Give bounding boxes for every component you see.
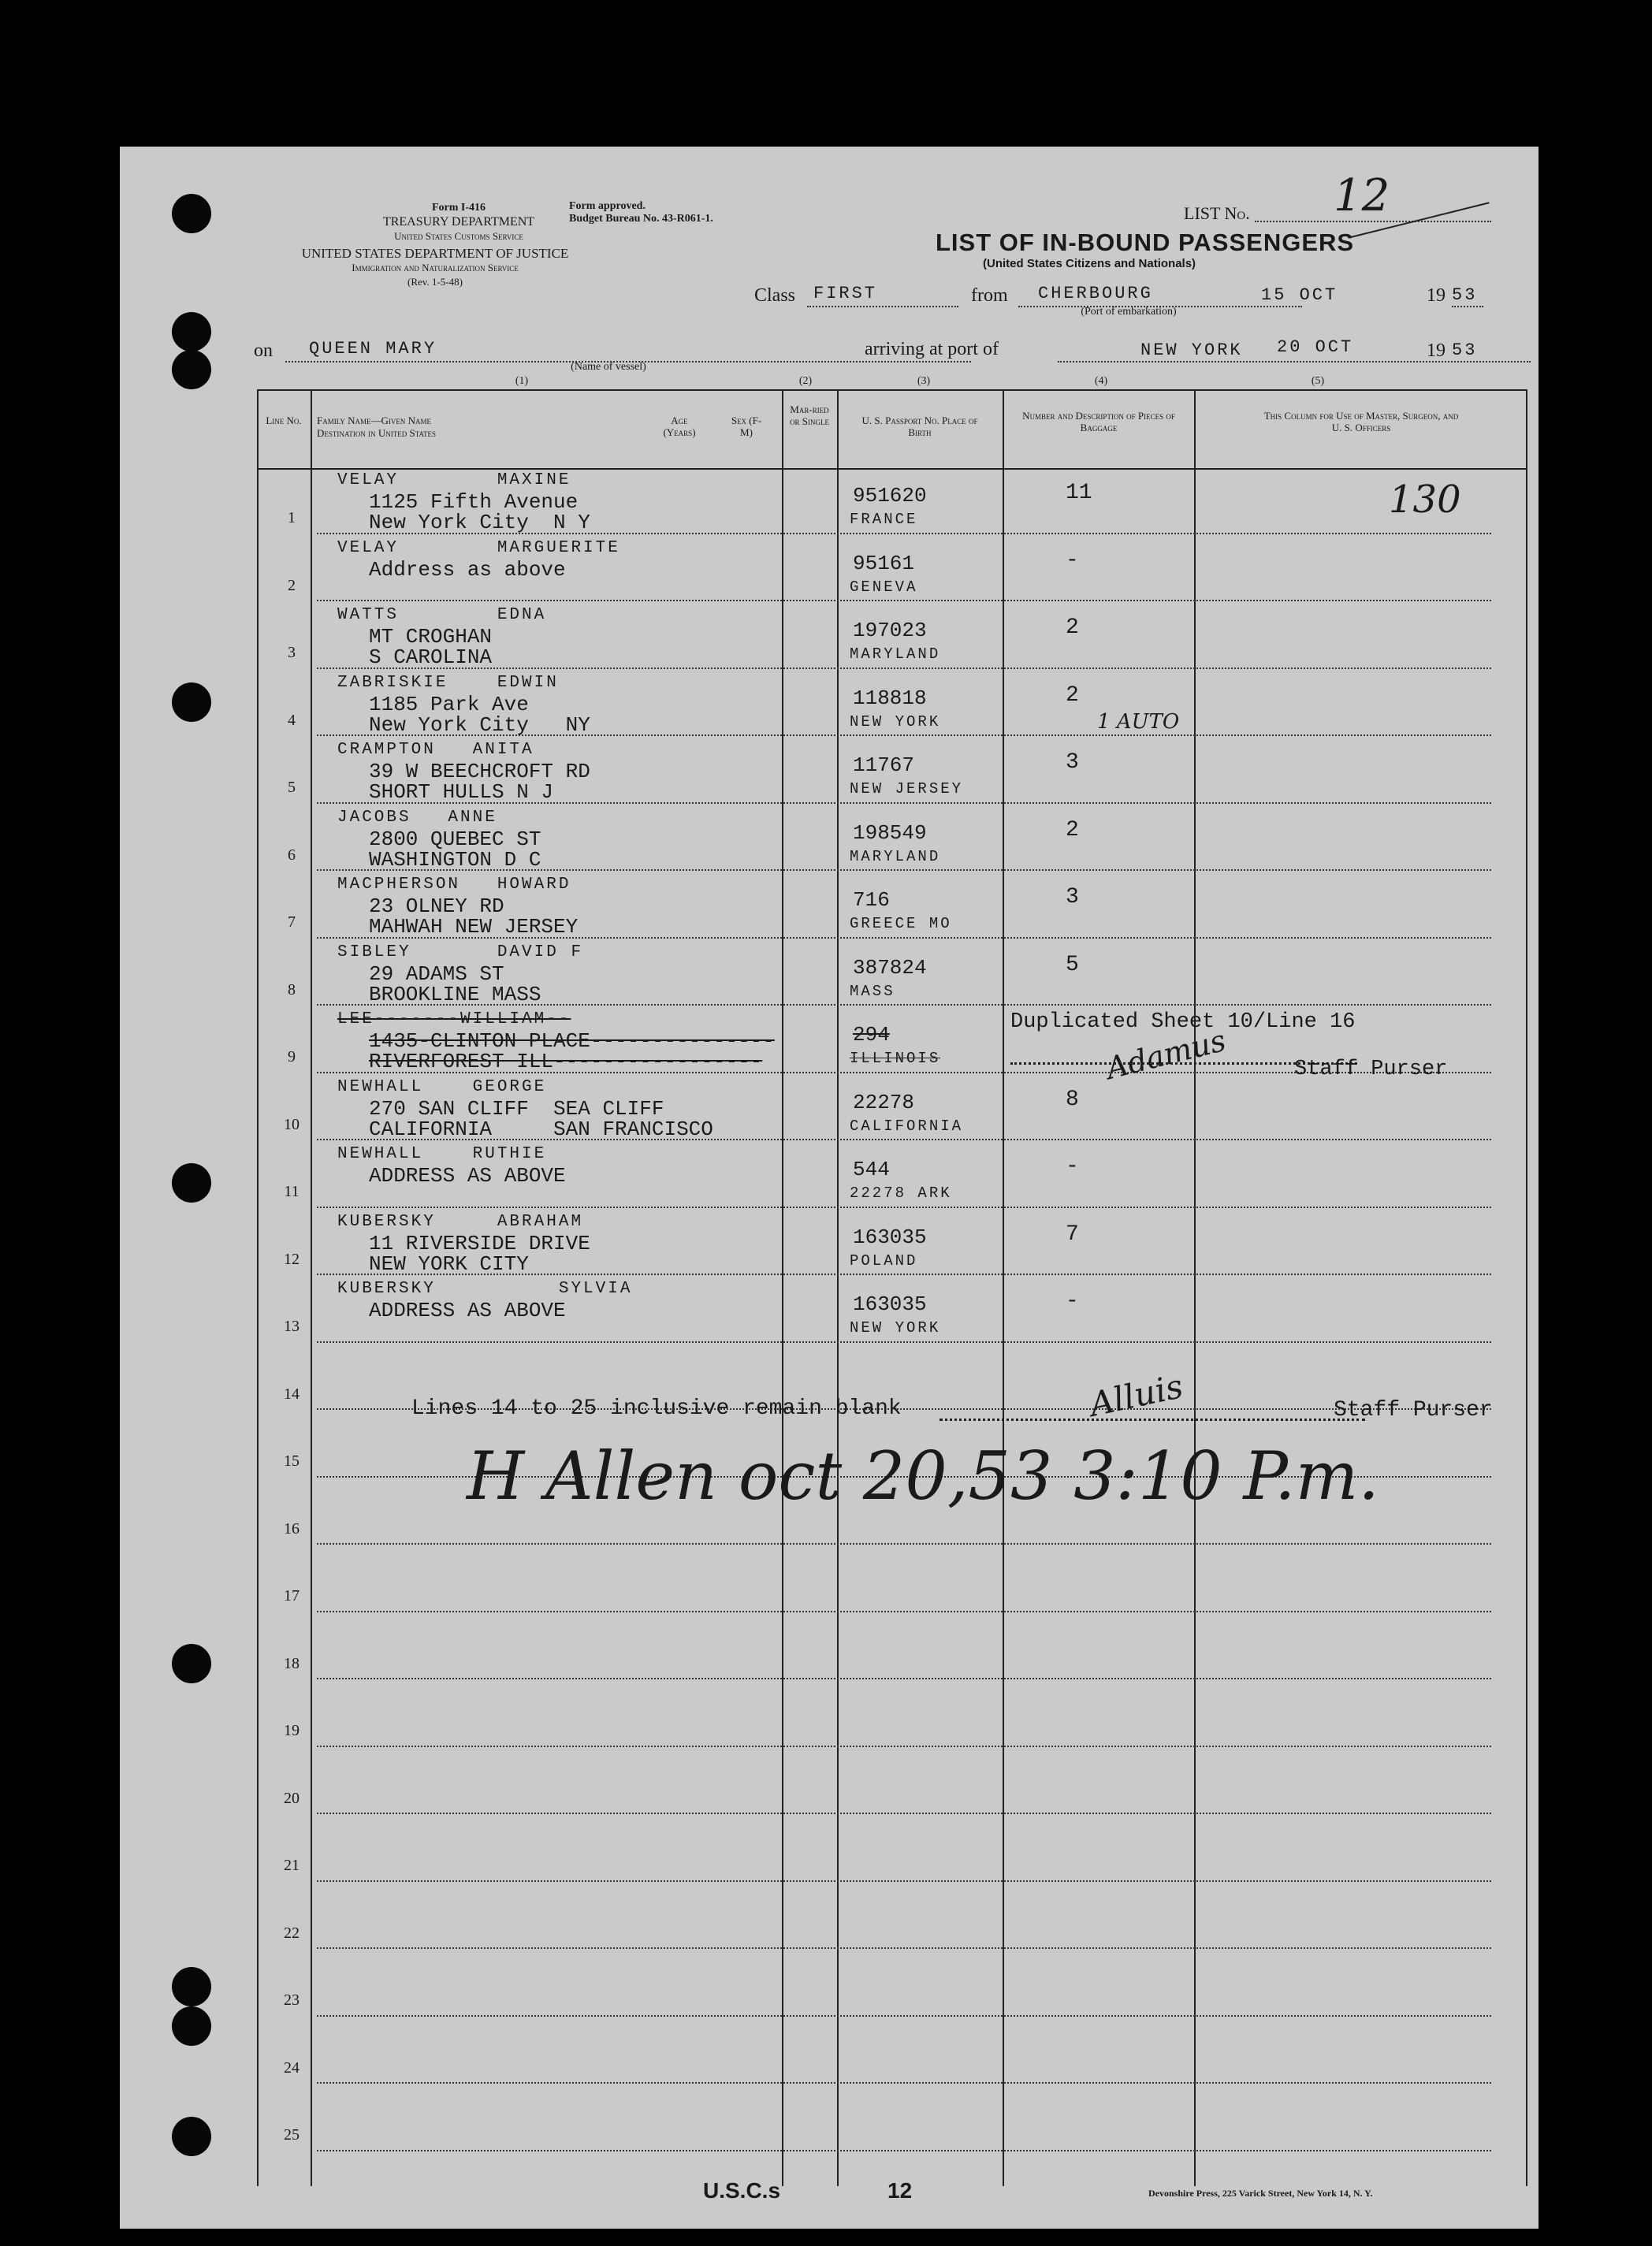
budget-bureau: Budget Bureau No. 43-R061-1.	[569, 213, 713, 225]
line-number: 10	[284, 1115, 300, 1133]
baggage-count: 2	[1066, 817, 1079, 842]
line-number: 15	[284, 1452, 300, 1470]
line-number: 4	[288, 711, 296, 729]
baggage-count: 5	[1066, 952, 1079, 977]
page-title: LIST OF IN-BOUND PASSENGERS	[936, 229, 1355, 256]
punch-hole	[172, 1644, 211, 1683]
col-divider	[782, 389, 783, 2186]
officer-note: 130	[1389, 478, 1461, 522]
passenger-name: CRAMPTON ANITA	[337, 741, 534, 759]
passenger-address-1: 23 OLNEY RD	[369, 894, 504, 918]
ins-service: Immigration and Naturalization Service	[352, 262, 519, 273]
blank-staff-purser: Staff Purser	[1334, 1398, 1493, 1422]
on-label: on	[254, 340, 273, 361]
col-number: (4)	[1094, 375, 1108, 387]
col-divider	[837, 389, 839, 2186]
blank-lines-note: Lines 14 to 25 inclusive remain blank	[411, 1396, 902, 1421]
punch-hole	[172, 1967, 211, 2006]
embark-caption: (Port of embarkation)	[1081, 306, 1177, 318]
passport-number: 95161	[853, 551, 915, 575]
line-number: 6	[288, 846, 296, 864]
passenger-address-1: ADDRESS AS ABOVE	[369, 1299, 566, 1322]
arrival-port: NEW YORK	[1140, 340, 1243, 360]
passenger-name: VELAY MAXINE	[337, 471, 571, 489]
passport-number: 163035	[853, 1292, 927, 1316]
passenger-address-2: SHORT HULLS N J	[369, 780, 554, 804]
footer-printer: Devonshire Press, 225 Varick Street, New York 14, N. Y.	[1148, 2188, 1373, 2199]
line-number: 14	[284, 1385, 300, 1403]
place-of-birth: CALIFORNIA	[850, 1117, 964, 1135]
place-of-birth: NEW JERSEY	[850, 780, 964, 798]
row-rule	[317, 600, 1491, 601]
place-of-birth: MARYLAND	[850, 645, 941, 663]
passenger-address-1: 1435-CLINTON PLACE---------------	[369, 1029, 775, 1053]
passenger-name: KUBERSKY ABRAHAM	[337, 1212, 584, 1231]
hdr-officers: This Column for Use of Master, Surgeon, and U. S. Officers	[1263, 410, 1459, 433]
col-number: (1)	[515, 375, 529, 387]
place-of-birth: NEW YORK	[850, 1319, 941, 1337]
duplicated-note: Duplicated Sheet 10/Line 16	[1010, 1010, 1356, 1034]
line-number: 2	[288, 576, 296, 594]
baggage-count: -	[1066, 1155, 1079, 1179]
passenger-name: KUBERSKY SYLVIA	[337, 1280, 633, 1298]
passenger-address-2: NEW YORK CITY	[369, 1251, 529, 1276]
vessel-name: QUEEN MARY	[309, 339, 437, 359]
line-number: 16	[284, 1519, 300, 1538]
passenger-name: ZABRISKIE EDWIN	[337, 673, 559, 692]
passenger-name: LEE-------WILLIAM--	[337, 1010, 571, 1028]
col-divider	[1194, 389, 1196, 2186]
passenger-address-2: S CAROLINA	[369, 645, 493, 669]
class-value: FIRST	[813, 284, 878, 303]
passenger-address-2: New York City NY	[369, 712, 590, 737]
class-field	[807, 306, 958, 307]
line-number: 23	[284, 1991, 300, 2009]
col-divider	[1003, 389, 1004, 2186]
place-of-birth: 22278 ARK	[850, 1184, 952, 1202]
passport-number: 544	[853, 1158, 890, 1181]
baggage-count: 7	[1066, 1222, 1079, 1247]
blank-purser-signature: Alluis	[1086, 1367, 1187, 1424]
line-number: 17	[284, 1587, 300, 1605]
purser-signature: Adamus	[1102, 1022, 1230, 1087]
passenger-address-1: 39 W BEECHCROFT RD	[369, 760, 590, 783]
passenger-address-1: 2800 QUEBEC ST	[369, 827, 541, 851]
passenger-name: VELAY MARGUERITE	[337, 538, 620, 557]
row-rule	[317, 2015, 1491, 2017]
list-no-value: 12	[1334, 170, 1390, 221]
line-number: 19	[284, 1722, 300, 1739]
row-rule	[317, 1207, 1491, 1208]
passenger-address-2: RIVERFOREST ILL-----------------	[369, 1050, 763, 1073]
hdr-age: Age (Years)	[663, 415, 696, 438]
passenger-address-2: CALIFORNIA SAN FRANCISCO	[369, 1117, 713, 1141]
line-number: 12	[284, 1250, 300, 1268]
row-rule	[317, 1947, 1491, 1949]
arrival-date: 20 OCT	[1277, 337, 1354, 357]
line-number: 11	[284, 1183, 300, 1200]
staff-purser-label: Staff Purser	[1294, 1058, 1448, 1081]
arrival-year-prefix: 19	[1427, 340, 1446, 361]
row-rule	[317, 1341, 1491, 1343]
hdr-line-no: Line No.	[266, 415, 302, 426]
row-rule	[317, 1678, 1491, 1679]
form-approved: Form approved.	[569, 200, 646, 212]
punch-hole	[172, 312, 211, 351]
passport-number: 163035	[853, 1225, 927, 1249]
baggage-count: -	[1066, 1289, 1079, 1314]
form-number: Form I-416	[431, 202, 486, 214]
passenger-address-1: 29 ADAMS ST	[369, 961, 504, 986]
arrival-year: 53	[1452, 340, 1478, 360]
col-divider	[311, 389, 312, 2186]
passport-number: 22278	[853, 1090, 915, 1114]
line-number: 9	[288, 1048, 296, 1065]
depart-year-field	[1452, 306, 1483, 307]
line-number: 1	[288, 509, 296, 526]
place-of-birth: ILLINOIS	[850, 1050, 941, 1067]
punch-hole	[172, 2006, 211, 2046]
arrival-field	[1058, 361, 1531, 363]
passenger-address-1: 1185 Park Ave	[369, 692, 529, 716]
passenger-address-1: 270 SAN CLIFF SEA CLIFF	[369, 1096, 664, 1121]
place-of-birth: NEW YORK	[850, 712, 941, 731]
passenger-address-1: Address as above	[369, 557, 566, 582]
page-subtitle: (United States Citizens and Nationals)	[983, 257, 1196, 270]
depart-year: 53	[1452, 285, 1478, 305]
place-of-birth: GENEVA	[850, 578, 918, 596]
baggage-count: 8	[1066, 1087, 1079, 1112]
line-number: 20	[284, 1789, 300, 1807]
col-divider	[257, 389, 259, 2186]
row-rule	[317, 1880, 1491, 1882]
passenger-address-1: MT CROGHAN	[369, 625, 493, 649]
passport-number: 387824	[853, 955, 927, 980]
line-number: 25	[284, 2126, 300, 2144]
line-number: 22	[284, 1924, 300, 1942]
footer-left: U.S.C.s	[703, 2178, 781, 2203]
passport-number: 294	[853, 1023, 890, 1047]
row-rule	[317, 1611, 1491, 1612]
depart-date: 15 OCT	[1261, 285, 1338, 305]
from-value: CHERBOURG	[1038, 284, 1153, 303]
row-rule	[317, 667, 1491, 669]
row-rule	[317, 1813, 1491, 1814]
handwritten-receipt: H Allen oct 20,53 3:10 P.m.	[467, 1437, 1379, 1515]
punch-hole	[172, 682, 211, 722]
line-number: 8	[288, 980, 296, 998]
header-bottom-border	[257, 468, 1526, 470]
line-number: 18	[284, 1654, 300, 1672]
passport-number: 951620	[853, 484, 927, 508]
line-number: 5	[288, 779, 296, 796]
row-rule	[317, 2150, 1491, 2151]
hdr-baggage: Number and Description of Pieces of Baggage	[1022, 410, 1175, 433]
passport-number: 11767	[853, 753, 915, 777]
passenger-name: SIBLEY DAVID F	[337, 943, 584, 961]
line-number: 7	[288, 913, 296, 931]
baggage-count: -	[1066, 548, 1079, 573]
line-number: 3	[288, 644, 296, 661]
hdr-married: Mar-ried or Single	[790, 403, 829, 427]
col-number: (5)	[1311, 375, 1325, 387]
passport-number: 118818	[853, 686, 927, 710]
hdr-name: Family Name—Given Name	[317, 415, 431, 426]
depart-year-prefix: 19	[1427, 285, 1446, 306]
row-rule	[317, 1746, 1491, 1747]
hdr-destination: Destination in United States	[317, 427, 437, 439]
passenger-address-1: ADDRESS AS ABOVE	[369, 1164, 566, 1188]
passenger-address-2: WASHINGTON D C	[369, 847, 541, 872]
passenger-name: JACOBS ANNE	[337, 808, 497, 827]
place-of-birth: POLAND	[850, 1251, 918, 1270]
passenger-name: WATTS EDNA	[337, 606, 547, 624]
table-top-border	[257, 389, 1526, 391]
line-number: 24	[284, 2058, 300, 2077]
vessel-caption: (Name of vessel)	[571, 361, 646, 373]
passenger-address-1: 1125 Fifth Avenue	[369, 490, 579, 514]
col-divider	[1526, 389, 1527, 2186]
col-number: (3)	[917, 375, 931, 387]
baggage-count: 3	[1066, 885, 1079, 909]
row-rule	[317, 1543, 1491, 1545]
baggage-count: 3	[1066, 750, 1079, 775]
department: TREASURY DEPARTMENT	[382, 215, 535, 229]
footer-page: 12	[887, 2178, 913, 2203]
passenger-address-1: 11 RIVERSIDE DRIVE	[369, 1231, 590, 1255]
passenger-address-2: New York City N Y	[369, 511, 590, 534]
passenger-address-2: MAHWAH NEW JERSEY	[369, 915, 579, 939]
baggage-count: 2	[1066, 615, 1079, 640]
hdr-sex: Sex (F-M)	[731, 415, 762, 438]
place-of-birth: MASS	[850, 982, 895, 1000]
row-rule	[317, 2082, 1491, 2084]
place-of-birth: MARYLAND	[850, 847, 941, 865]
baggage-count: 2	[1066, 682, 1079, 708]
revision: (Rev. 1-5-48)	[407, 276, 463, 288]
customs-service: United States Customs Service	[394, 230, 523, 242]
punch-hole	[172, 350, 211, 389]
arriving-label: arriving at port of	[865, 339, 999, 359]
line-number: 21	[284, 1857, 300, 1874]
passenger-address-2: BROOKLINE MASS	[369, 982, 541, 1006]
punch-hole	[172, 2117, 211, 2156]
list-no-label: LIST No.	[1184, 203, 1250, 223]
justice-dept: UNITED STATES DEPARTMENT OF JUSTICE	[301, 246, 569, 261]
officer-note: 1 AUTO	[1097, 709, 1180, 734]
col-number: (2)	[798, 375, 813, 387]
place-of-birth: GREECE MO	[850, 915, 952, 932]
blank-lines-dots	[939, 1419, 1365, 1421]
line-number: 13	[284, 1318, 300, 1335]
passenger-name: NEWHALL RUTHIE	[337, 1145, 547, 1163]
passport-number: 198549	[853, 820, 927, 845]
from-label: from	[971, 285, 1008, 306]
punch-hole	[172, 1163, 211, 1203]
punch-hole	[172, 194, 211, 233]
hdr-passport: U. S. Passport No. Place of Birth	[861, 415, 978, 438]
baggage-count: 11	[1066, 481, 1092, 505]
place-of-birth: FRANCE	[850, 511, 918, 528]
manifest-page	[120, 147, 1539, 2229]
passenger-name: MACPHERSON HOWARD	[337, 876, 571, 894]
passenger-name: NEWHALL GEORGE	[337, 1077, 547, 1096]
passport-number: 716	[853, 888, 890, 912]
passport-number: 197023	[853, 619, 927, 642]
class-label: Class	[754, 285, 796, 306]
